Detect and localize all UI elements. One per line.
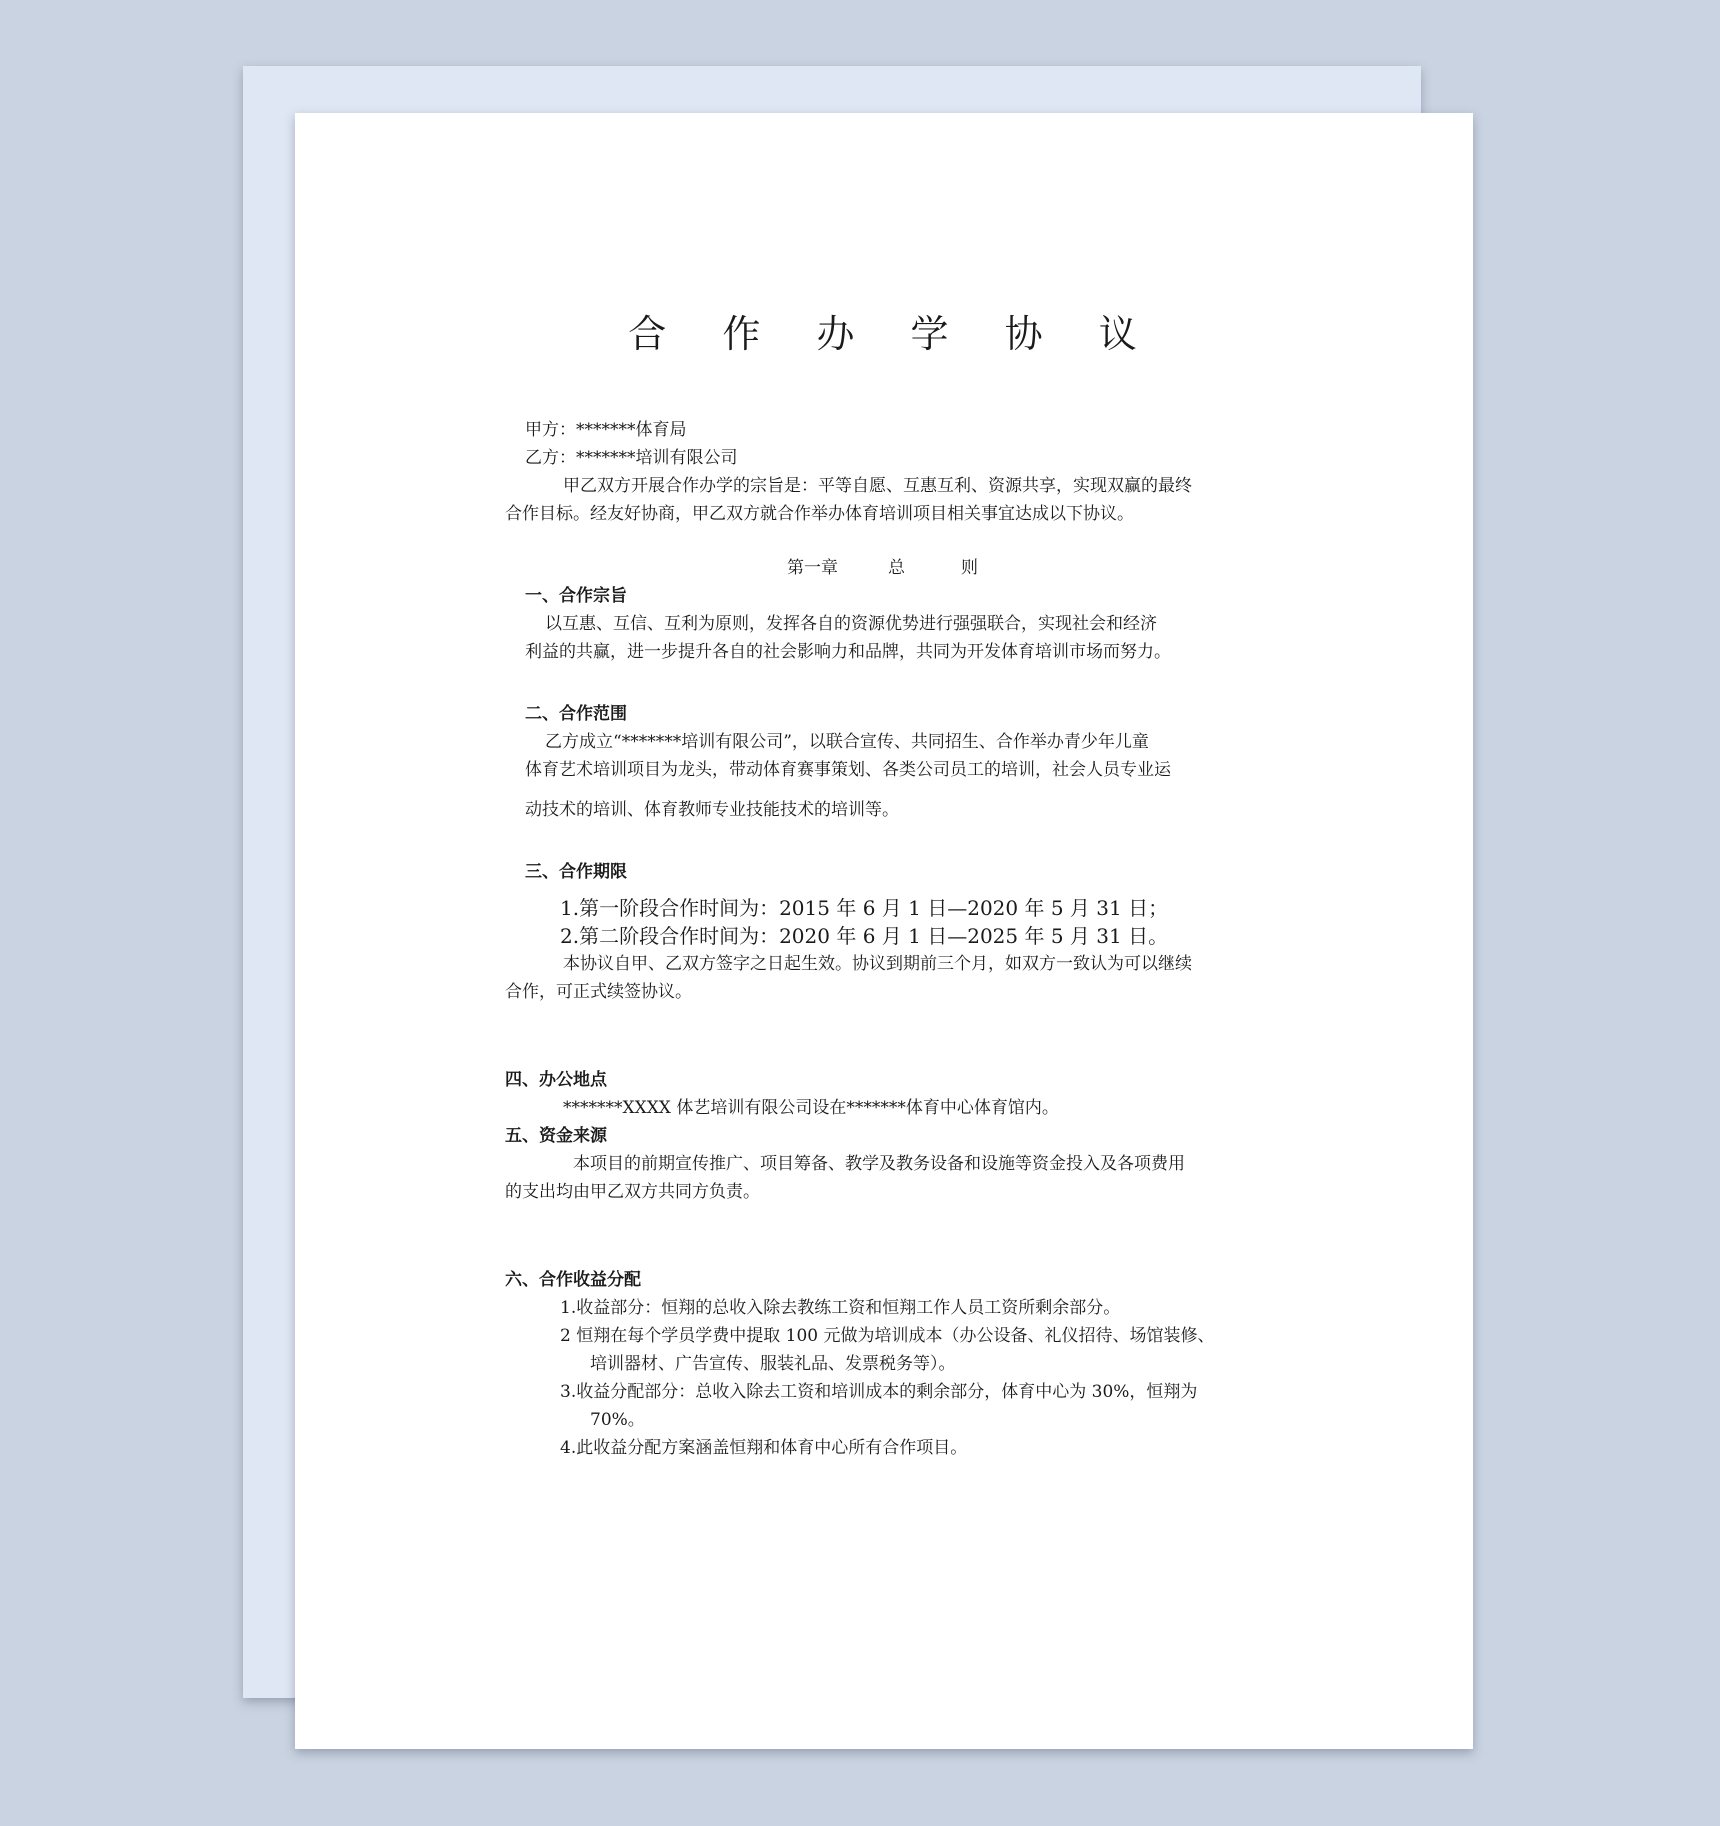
- section-6-item-4: 4.此收益分配方案涵盖恒翔和体育中心所有合作项目。: [560, 1438, 968, 1458]
- section-2-line-2: 体育艺术培训项目为龙头，带动体育赛事策划、各类公司员工的培训，社会人员专业运: [525, 760, 1171, 780]
- section-1-line-1: 以互惠、互信、互利为原则，发挥各自的资源优势进行强强联合，实现社会和经济: [545, 614, 1157, 634]
- section-6-item-3-cont: 70%。: [590, 1410, 645, 1430]
- intro-line-1: 甲乙双方开展合作办学的宗旨是：平等自愿、互惠互利、资源共享，实现双赢的最终: [563, 476, 1192, 496]
- section-4-line-1: *******XXXX 体艺培训有限公司设在*******体育中心体育馆内。: [563, 1098, 1059, 1118]
- section-1-line-2: 利益的共赢，进一步提升各自的社会影响力和品牌，共同为开发体育培训市场而努力。: [525, 642, 1171, 662]
- section-3-item-1: 1.第一阶段合作时间为：2015 年 6 月 1 日—2020 年 5 月 31 日；: [560, 896, 1169, 920]
- chapter-number: 第一章: [787, 558, 838, 578]
- section-6-item-2-cont: 培训器材、广告宣传、服装礼品、发票税务等）。: [590, 1354, 956, 1374]
- section-3-line-1: 本协议自甲、乙双方签字之日起生效。协议到期前三个月，如双方一致认为可以继续: [563, 954, 1192, 974]
- party-a: 甲方：*******体育局: [525, 420, 687, 440]
- chapter-title-part2: 则: [961, 558, 978, 578]
- section-2-heading: 二、合作范围: [525, 704, 627, 724]
- intro-line-2: 合作目标。经友好协商，甲乙双方就合作举办体育培训项目相关事宜达成以下协议。: [505, 504, 1134, 524]
- section-5-line-2: 的支出均由甲乙双方共同方负责。: [505, 1182, 760, 1202]
- section-6-heading: 六、合作收益分配: [505, 1270, 641, 1290]
- party-b: 乙方：*******培训有限公司: [525, 448, 738, 468]
- section-6-item-1: 1.收益部分：恒翔的总收入除去教练工资和恒翔工作人员工资所剩余部分。: [560, 1298, 1121, 1318]
- section-3-item-2: 2.第二阶段合作时间为：2020 年 6 月 1 日—2025 年 5 月 31 日。: [560, 924, 1169, 948]
- chapter-heading: [505, 554, 1260, 582]
- document-body: [505, 290, 1260, 1462]
- section-2-line-1: 乙方成立“*******培训有限公司”，以联合宣传、共同招生、合作举办青少年儿童: [545, 732, 1149, 752]
- section-5-line-1: 本项目的前期宣传推广、项目筹备、教学及教务设备和设施等资金投入及各项费用: [573, 1154, 1185, 1174]
- section-5-heading: 五、资金来源: [505, 1126, 607, 1146]
- section-1-heading: 一、合作宗旨: [525, 586, 627, 606]
- chapter-title-part1: 总: [888, 558, 905, 578]
- section-6-item-2: 2 恒翔在每个学员学费中提取 100 元做为培训成本（办公设备、礼仪招待、场馆装修、: [560, 1326, 1215, 1346]
- section-6-item-3: 3.收益分配部分：总收入除去工资和培训成本的剩余部分，体育中心为 30%，恒翔为: [560, 1382, 1198, 1402]
- section-3-heading: 三、合作期限: [525, 862, 627, 882]
- document-title: 合 作 办 学 协 议: [628, 312, 1159, 356]
- section-2-line-3: 动技术的培训、体育教师专业技能技术的培训等。: [525, 800, 899, 820]
- section-3-line-2: 合作，可正式续签协议。: [505, 982, 692, 1002]
- section-4-heading: 四、办公地点: [505, 1070, 607, 1090]
